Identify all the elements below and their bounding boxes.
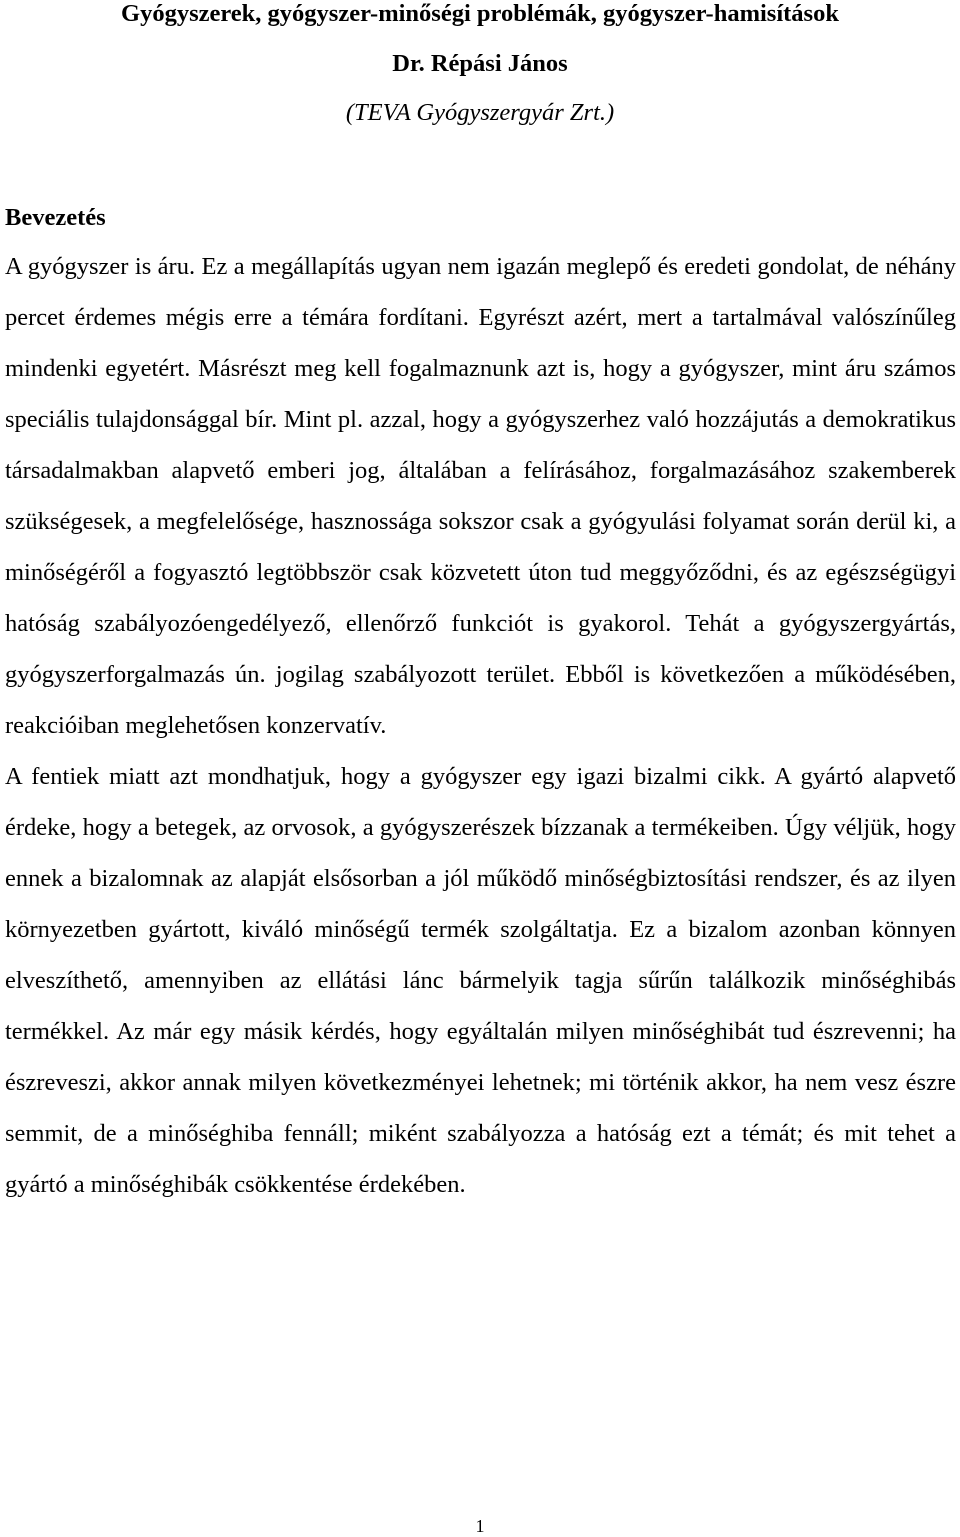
document-author: Dr. Répási János xyxy=(392,50,568,77)
paragraph-2: A fentiek miatt azt mondhatjuk, hogy a gyógyszer egy igazi bizalmi cikk. A gyártó alapvető érdeke, hogy a betegek, az orvosok, a gyógyszerészek bízzanak a termékeiben. Úgy véljük, hogy ennek a bizalomnak az alapját elsősorban a jól működő minőségbiztosítási rendszer, és az ilyen környezetben gyártott, kiváló minőségű termék szolgáltatja. Ez a bizalom azonban könnyen elveszíthető, amennyiben az ellátási lánc bármelyik tagja sűrűn találkozik minőséghibás termékkel. Az már egy másik kérdés, hogy egyáltalán milyen minőséghibát tud észrevenni; ha észreveszi, akkor annak milyen következményei lehetnek; mi történik akkor, ha nem vesz észre semmit, de a minőséghiba fennáll; miként szabályozza a hatóság ezt a témát; és mit tehet a gyártó a minőséghibák csökkentése érdekében. xyxy=(5,763,956,1198)
section-heading: Bevezetés xyxy=(5,204,106,231)
paragraph-1: A gyógyszer is áru. Ez a megállapítás ugyan nem igazán meglepő és eredeti gondolat, de néhány percet érdemes mégis erre a témára fordítani. Egyrészt azért, mert a tartalmával valószínűleg mindenki egyetért. Másrészt meg kell fogalmaznunk azt is, hogy a gyógyszer, mint áru számos speciális tulajdonsággal bír. Mint pl. azzal, hogy a gyógyszerhez való hozzájutás a demokratikus társadalmakban alapvető emberi jog, általában a felírásához, forgalmazásához szakemberek szükségesek, a megfelelősége, hasznossága sokszor csak a gyógyulási folyamat során derül ki, a minőségéről a fogyasztó legtöbbször csak közvetett úton tud meggyőződni, és az egészségügyi hatóság szabályozóengedélyező, ellenőrző funkciót is gyakorol. Tehát a gyógyszergyártás, gyógyszerforgalmazás ún. jogilag szabályozott terület. Ebből is következően a működésében, reakcióiban meglehetősen konzervatív. xyxy=(5,253,956,739)
document-affiliation: (TEVA Gyógyszergyár Zrt.) xyxy=(345,99,615,126)
title-block xyxy=(0,0,960,127)
document-title: Gyógyszerek, gyógyszer-minőségi problémák, gyógyszer-hamisítások xyxy=(121,0,839,27)
page-number: 1 xyxy=(475,1516,485,1536)
body-text xyxy=(5,241,956,1210)
